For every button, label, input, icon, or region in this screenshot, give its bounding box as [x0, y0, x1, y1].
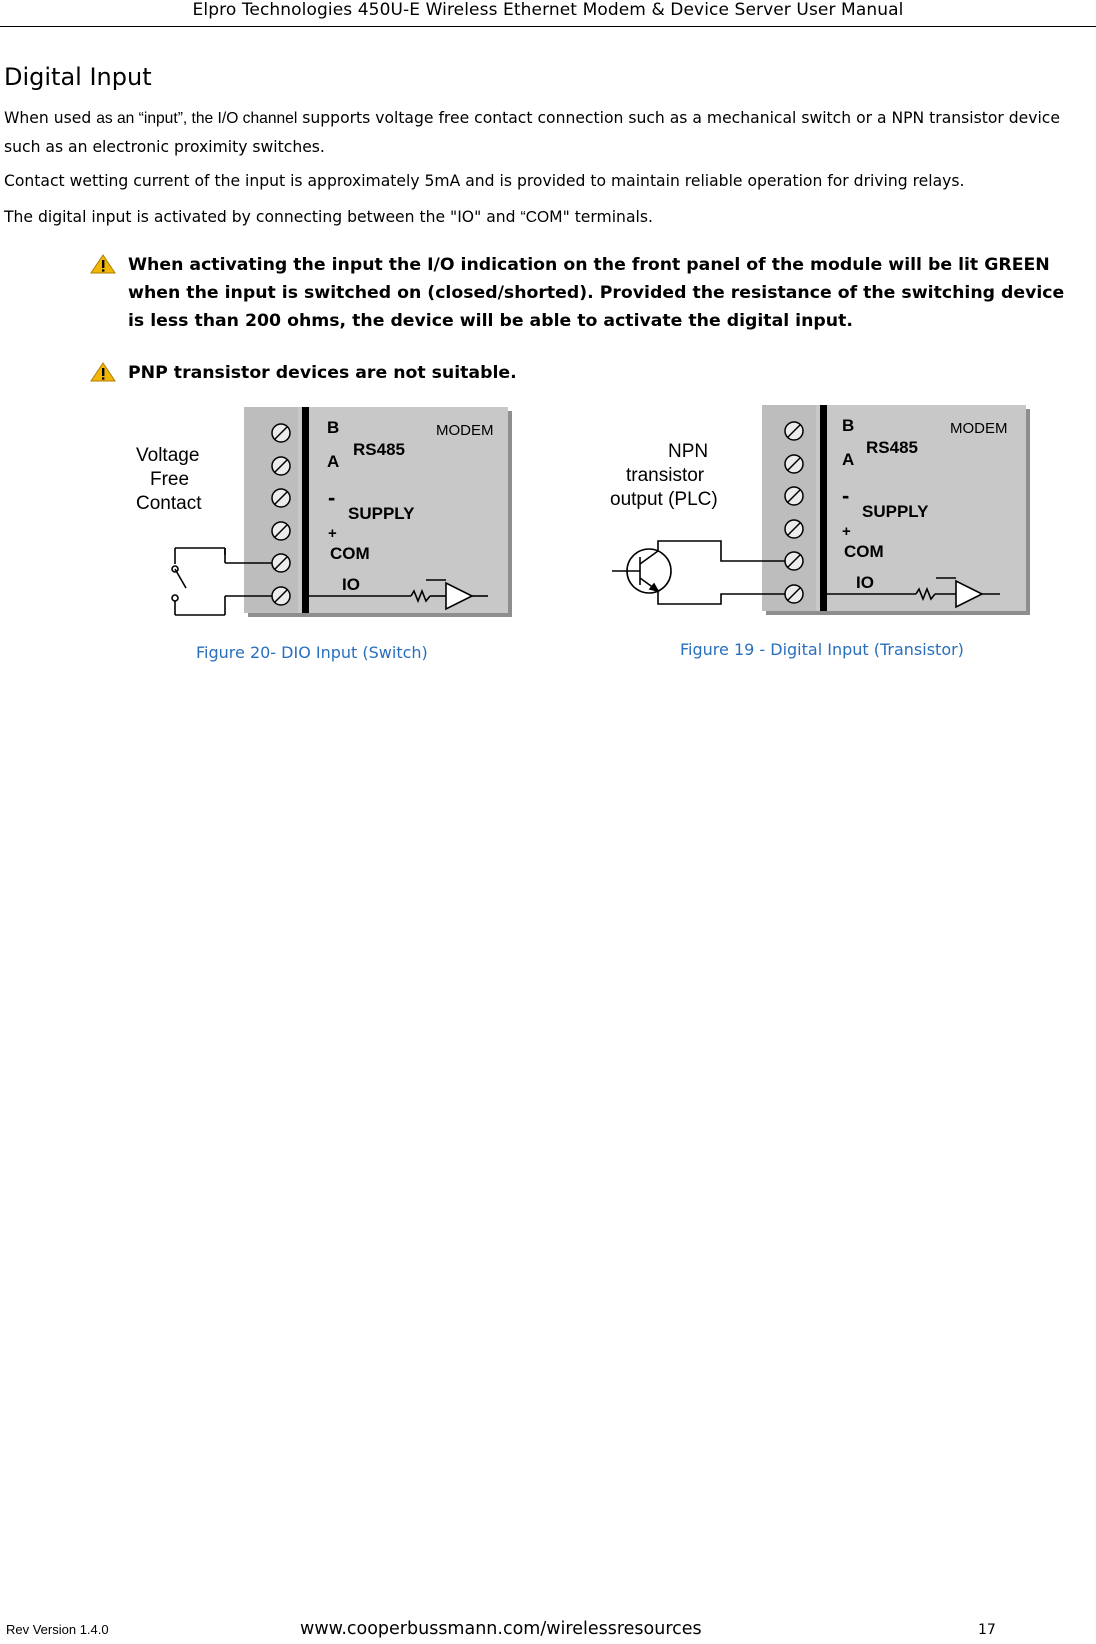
terminal-label-b: B	[327, 418, 340, 437]
source-label-line1: Voltage	[136, 445, 200, 466]
figure-caption-switch: Figure 20- DIO Input (Switch)	[196, 643, 428, 662]
modem-label: MODEM	[436, 422, 494, 439]
terminal-label-a: A	[842, 450, 855, 469]
paragraph-activation-end: M" terminals.	[549, 208, 653, 226]
warning-note-text: When activating the input the I/O indication on the front panel of the module will be lit GREEN when the input is switched on (closed/shorted). Provided the resistance of the switching device is less than 200 ohms, the device will be able to activate the digital input.	[128, 255, 1065, 331]
source-label-line3: output (PLC)	[610, 489, 718, 510]
paragraph-activation	[4, 203, 1089, 232]
page-header-title: Elpro Technologies 450U-E Wireless Ethernet Modem & Device Server User Manual	[192, 0, 904, 20]
terminal-divider	[302, 407, 309, 613]
terminal-divider	[820, 405, 827, 611]
header-rule	[0, 26, 1096, 27]
source-label-line2: transistor	[626, 465, 705, 486]
source-label-line3: Contact	[136, 493, 202, 514]
paragraph-wetting-current: Contact wetting current of the input is approximately 5mA and is provided to maintain reliable operation for driving relays.	[4, 172, 965, 190]
diagram-transistor-input	[600, 405, 1030, 625]
terminal-label-plus: +	[328, 525, 337, 542]
paragraph-usage-mid: as an “input”, the I/O channel	[96, 110, 298, 127]
section-title: Digital Input	[4, 63, 152, 91]
terminal-label-io: IO	[342, 575, 360, 594]
terminal-label-supply: SUPPLY	[862, 502, 929, 521]
paragraph-usage-end: supports voltage free contact connection such as a mechanical switch or a NPN transistor device such as an electronic proximity switches.	[4, 109, 1060, 156]
footer-version: Rev Version 1.4.0	[6, 1622, 109, 1637]
terminal-label-com: COM	[330, 544, 370, 563]
paragraph-activation-mid: “CO	[520, 209, 550, 226]
footer-page-number: 17	[978, 1622, 996, 1638]
figure-caption-transistor: Figure 19 - Digital Input (Transistor)	[680, 640, 964, 659]
terminal-label-minus: -	[842, 483, 850, 508]
terminal-label-supply: SUPPLY	[348, 504, 415, 523]
terminal-label-b: B	[842, 416, 855, 435]
paragraph-usage	[4, 104, 1089, 161]
footer-url-link[interactable]: www.cooperbussmann.com/wirelessresources	[300, 1619, 702, 1639]
terminal-label-rs485: RS485	[353, 440, 405, 459]
warning-icon	[90, 362, 116, 382]
terminal-label-plus: +	[842, 523, 851, 540]
source-label-line1: NPN	[668, 441, 709, 462]
modem-label: MODEM	[950, 420, 1008, 437]
warning-note-text: PNP transistor devices are not suitable.	[128, 363, 517, 383]
paragraph-activation-start: The digital input is activated by connecting between the "IO" and	[4, 208, 521, 226]
terminal-label-com: COM	[844, 542, 884, 561]
diagram-switch-input	[120, 405, 520, 625]
terminal-label-io: IO	[856, 573, 874, 592]
terminal-label-a: A	[327, 452, 340, 471]
terminal-label-minus: -	[328, 485, 336, 510]
terminal-label-rs485: RS485	[866, 438, 918, 457]
paragraph-usage-start: When used	[4, 109, 97, 127]
warning-icon	[90, 254, 116, 274]
npn-transistor-icon	[612, 541, 785, 604]
source-label-line2: Free	[150, 469, 190, 490]
